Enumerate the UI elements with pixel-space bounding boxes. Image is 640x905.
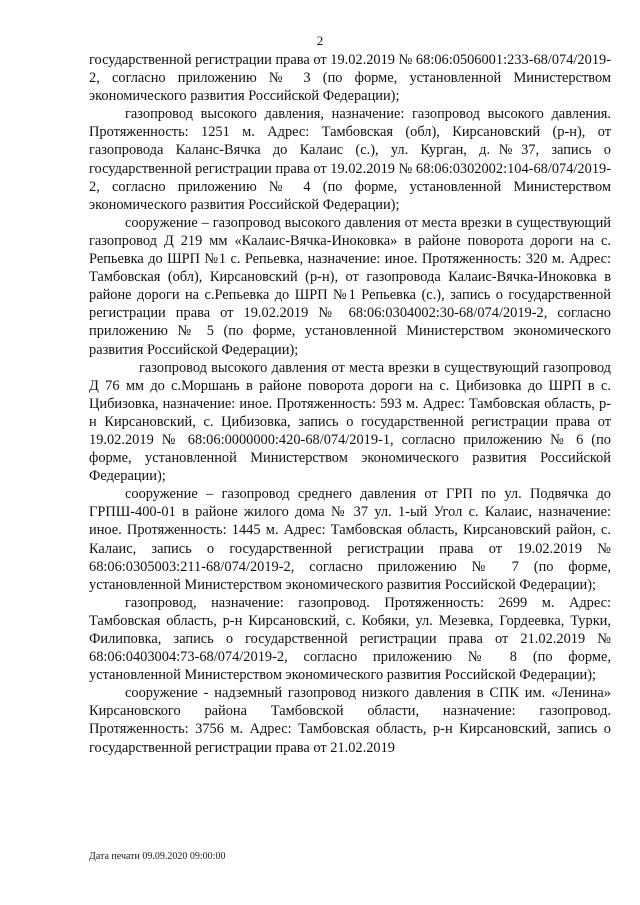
document-body xyxy=(89,51,611,757)
paragraph-kobyaki-pipeline: газопровод, назначение: газопровод. Протяженность: 2699 м. Адрес: Тамбовская область, р-н Кирсановский, с. Кобяки, ул. Мезевка, Гордеевка, Турки, Филиповка, запись о государственной регистрации права от 21.02.2019 № 68:06:0403004:73-68/074/2019-2, согласно приложению № 8 (по форме, установленной Министерством экономического развития Российской Федерации); xyxy=(89,594,611,684)
page-number: 2 xyxy=(316,33,324,48)
paragraph-registration-continuation: государственной регистрации права от 19.02.2019 № 68:06:0506001:233-68/074/2019-2, согласно приложению № 3 (по форме, установленной Министерством экономического развития Российской Федерации); xyxy=(89,52,611,105)
print-date: Дата печати 09.09.2020 09:00:00 xyxy=(89,851,226,862)
paragraph-structure-repyevka: сооружение – газопровод высокого давления от места врезки в существующий газопровод Д 219 мм «Калаис-Вячка-Иноковка» в районе поворота дороги на с. Репьевка до ШРП №1 с. Репьевка, назначение: иное. Протяженность: 320 м. Адрес: Тамбовская (обл), Кирсановский (р-н), от газопровода Калаис-Вячка-Иноковка в районе дороги на с.Репьевка до ШРП №1 Репьевка (с.), запись о государственной регистрации права от 19.02.2019 № 68:06:0304002:30-68/074/2019-2, согласно приложению № 5 (по форме, установленной Министерством экономического развития Российской Федерации); xyxy=(89,214,611,358)
paragraph-tsibizovka-pipeline: газопровод высокого давления от места врезки в существующий газопровод Д 76 мм до с.Моршань в районе поворота дороги на с. Цибизовка до ШРП в с. Цибизовка, назначение: иное. Протяженность: 593 м. Адрес: Тамбовская область, р-н Кирсановский, с. Цибизовка, запись о государственной регистрации права от 19.02.2019 № 68:06:0000000:420-68/074/2019-1, согласно приложению № 6 (по форме, установленной Министерством экономического развития Российской Федерации); xyxy=(89,359,611,485)
paragraph-overground-low-pressure-pipeline: сооружение - надземный газопровод низкого давления в СПК им. «Ленина» Кирсановского района Тамбовской области, назначение: газопровод. Протяженность: 3756 м. Адрес: Тамбовская область, р-н Кирсановский, запись о государственной регистрации права от 21.02.2019 xyxy=(89,685,611,756)
paragraph-high-pressure-gas-pipeline-kalais: газопровод высокого давления, назначение: газопровод высокого давления. Протяженность: 1251 м. Адрес: Тамбовская (обл), Кирсановский (р-н), от газопровода Каланс-Вячка до Калаис (с.), ул. Курган, д.№37, запись о государственной регистрации права от 19.02.2019 № 68:06:0302002:104-68/074/2019-2, согласно приложению № 4 (по форме, установленной Министерством экономического развития Российской Федерации); xyxy=(89,106,611,213)
paragraph-medium-pressure-pipeline: сооружение – газопровод среднего давления от ГРП по ул. Подвячка до ГРПШ-400-01 в районе жилого дома № 37 ул. 1-ый Угол с. Калаис, назначение: иное. Протяженность: 1445 м. Адрес: Тамбовская область, Кирсановский район, с. Калаис, запись о государственной регистрации права от 19.02.2019 № 68:06:0305003:211-68/074/2019-2, согласно приложению № 7 (по форме, установленной Министерством экономического развития Российской Федерации); xyxy=(89,486,611,593)
